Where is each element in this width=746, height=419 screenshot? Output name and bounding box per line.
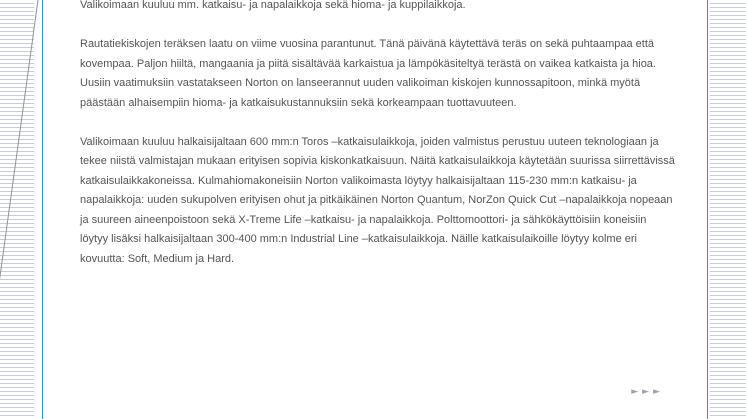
left-stripe-decoration (0, 0, 34, 419)
paragraph-2: Rautatiekiskojen teräksen laatu on viime vuosina parantunut. Tänä päivänä käytettävä teräs on sekä puhtaampaa että kovempaa. Paljon hiiltä, mangaania ja piitä sisältävää karkaistua ja lämpökäsiteltyä terästä on vaikea katkaista ja hioa. Uusiin vaatimuksiin vastatakseen Norton on lanseerannut uuden valikoiman kiskojen kunnossapitoon, minkä myötä päästään alhaisempiin hioma- ja katkaisukustannuksiin sekä korkeampaan tuottavuuteen. (80, 38, 656, 109)
right-stripe-decoration (710, 0, 746, 419)
next-page-arrows-icon[interactable]: ►►► (631, 387, 664, 397)
article-body (80, 0, 676, 289)
paragraph-3: Valikoimaan kuuluu halkaisijaltaan 600 mm:n Toros –katkaisulaikkoja, joiden valmistus perustuu uuteen teknologiaan ja tekee niistä valmistajan mukaan erityisen sopivia kiskonkatkaisuun. Näitä katkaisulaikkoja käytetään suurissa siirrettävissä katkaisulaikkakoneissa. Kulmahiomakoneisiin Norton valikoimasta löytyy halkaisijaltaan 115-230 mm:n katkaisu- ja napalaikkoja: uuden sukupolven erityisen ohut ja pitkäikäinen Norton Quantum, NorZon Quick Cut –napalaikkoja nopeaan ja suureen aineenpoistoon sekä X-Treme Life –katkaisu- ja napalaikkoja. Polttomoottori- ja sähkökäyttöisiin koneisiin löytyy lisäksi halkaisijaltaan 300-400 mm:n Industrial Line –katkaisulaikkoja. Näille katkaisulaikoille löytyy kolme eri kovuutta: Soft, Medium ja Hard. (80, 135, 675, 265)
content-panel (42, 0, 708, 419)
paragraph-1: Valikoimaan kuuluu mm. katkaisu- ja napalaikkoja sekä hioma- ja kuppilaikkoja. (80, 0, 466, 11)
